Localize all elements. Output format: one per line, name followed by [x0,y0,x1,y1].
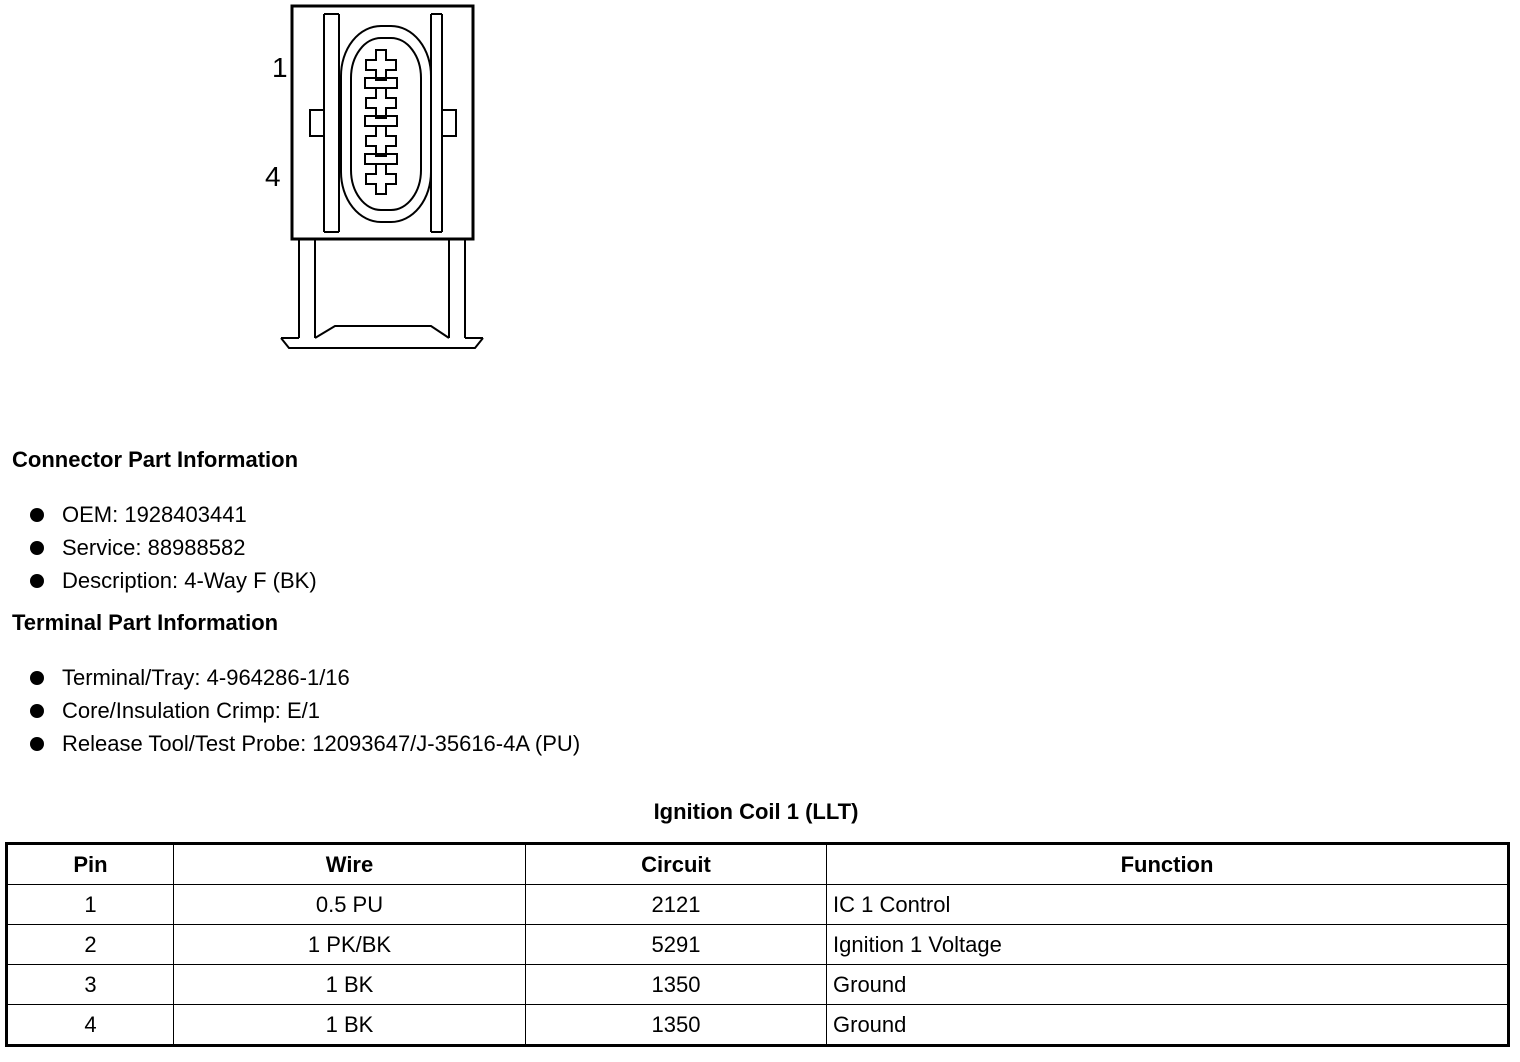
pin-label-1: 1 [272,52,288,83]
terminal-part-info-list [28,661,580,760]
table-title: Ignition Coil 1 (LLT) [653,799,859,824]
table-row [7,965,1509,1005]
cell-function: Ground [827,1005,1509,1046]
cell-pin: 4 [7,1005,174,1046]
cell-pin: 1 [7,885,174,925]
bullet-icon [30,508,44,522]
cell-circuit: 5291 [526,925,827,965]
cell-function: IC 1 Control [827,885,1509,925]
cell-wire: 1 BK [174,1005,526,1046]
cell-wire: 1 PK/BK [174,925,526,965]
bullet-icon [30,737,44,751]
cell-wire: 1 BK [174,965,526,1005]
connector-outline [255,0,505,360]
bullet-icon [30,671,44,685]
pinout-table [5,842,1510,1047]
connector-diagram [255,0,505,360]
header-circuit: Circuit [526,844,827,885]
list-item: Release Tool/Test Probe: 12093647/J-35616-4A (PU) [28,727,580,760]
cell-circuit: 1350 [526,1005,827,1046]
connector-part-info-list [28,498,317,597]
table-row [7,925,1509,965]
header-wire: Wire [174,844,526,885]
list-item: Description: 4-Way F (BK) [28,564,317,597]
cell-circuit: 1350 [526,965,827,1005]
list-item: Terminal/Tray: 4-964286-1/16 [28,661,580,694]
pin-label-4: 4 [265,161,281,192]
list-item: Core/Insulation Crimp: E/1 [28,694,580,727]
bullet-icon [30,574,44,588]
table-row [7,885,1509,925]
cell-pin: 2 [7,925,174,965]
cell-circuit: 2121 [526,885,827,925]
list-item: Service: 88988582 [28,531,317,564]
terminal-part-info-heading: Terminal Part Information [12,610,279,635]
cell-function: Ignition 1 Voltage [827,925,1509,965]
cell-wire: 0.5 PU [174,885,526,925]
header-function: Function [827,844,1509,885]
cell-pin: 3 [7,965,174,1005]
table-row [7,1005,1509,1046]
bullet-icon [30,541,44,555]
connector-part-info-heading: Connector Part Information [12,447,299,472]
header-pin: Pin [7,844,174,885]
list-item: OEM: 1928403441 [28,498,317,531]
terminal-cavities [365,50,397,194]
cell-function: Ground [827,965,1509,1005]
bullet-icon [30,704,44,718]
table-header-row [7,844,1509,885]
